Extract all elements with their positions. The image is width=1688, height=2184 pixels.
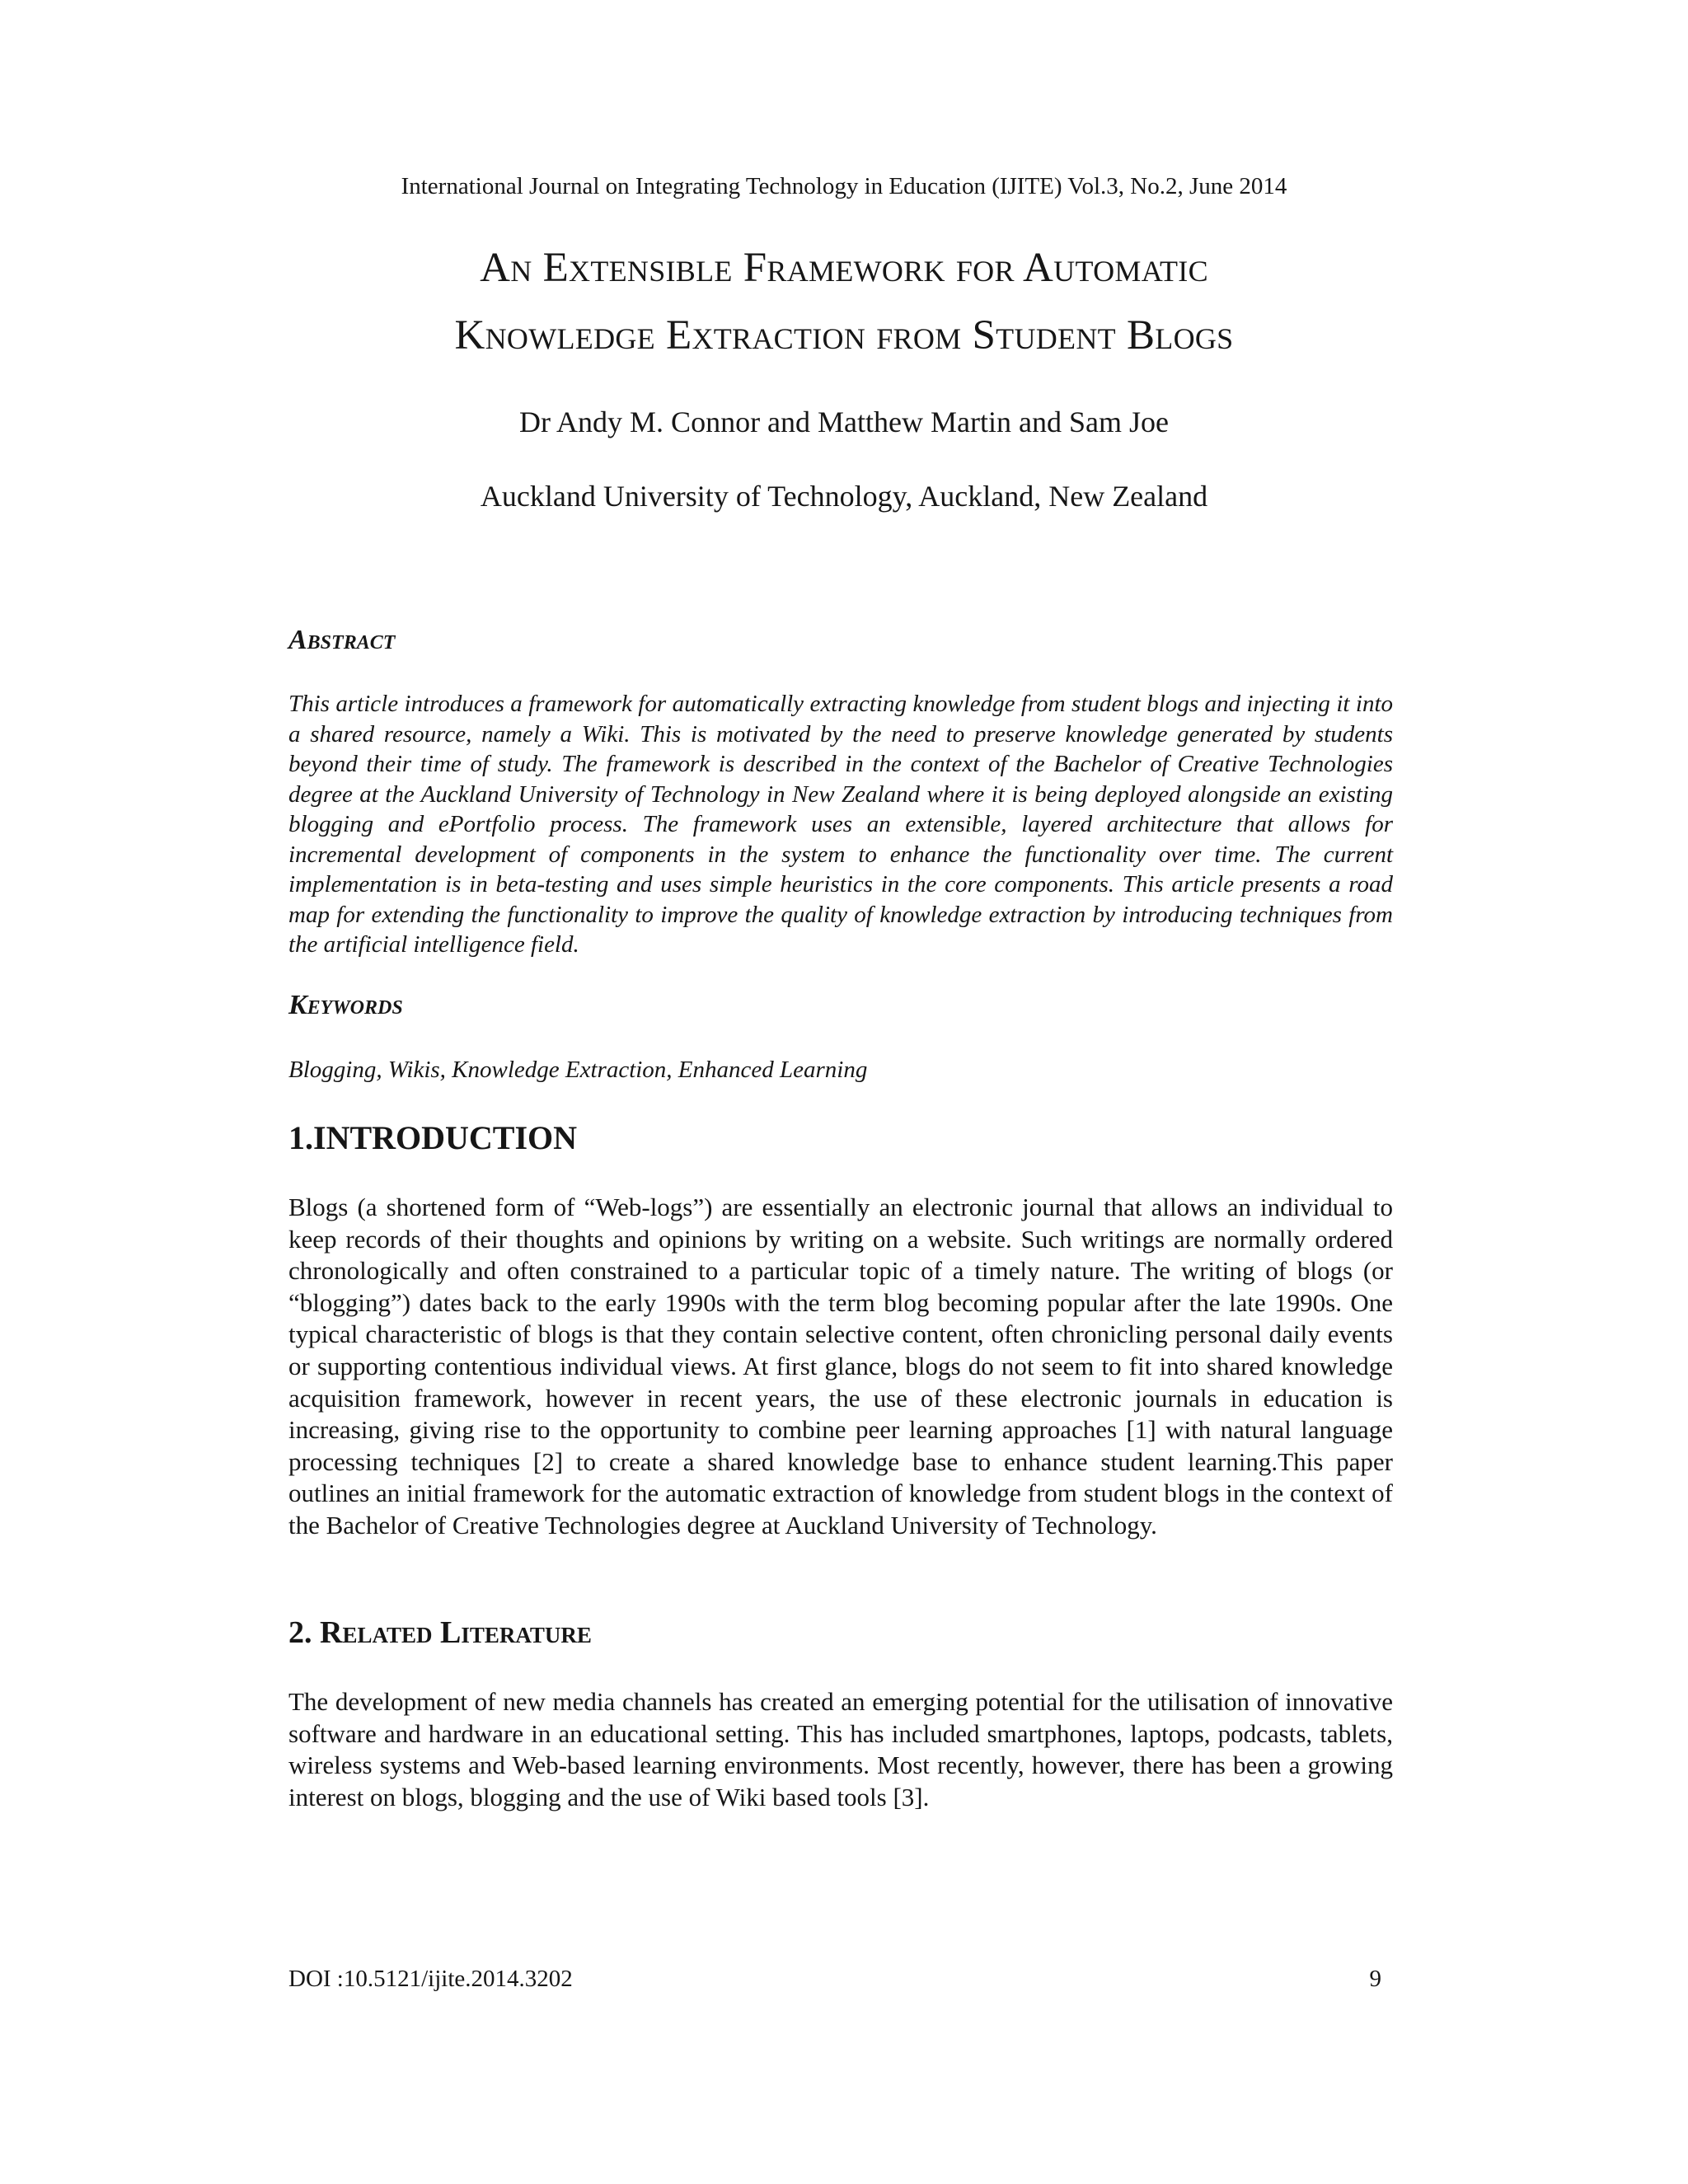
affiliation: Auckland University of Technology, Auckland, New Zealand (480, 480, 1208, 513)
author-list: Dr Andy M. Connor and Matthew Martin and Sam Joe (519, 405, 1169, 438)
abstract-heading: Abstract (288, 625, 396, 655)
introduction-paragraph: Blogs (a shortened form of “Web-logs”) are essentially an electronic journal that allows an individual to keep records of their thoughts and opinions by writing on a website. Such writings are normally ordered chronologically and often constrained to a particular topic of a timely nature. The writing of blogs (or “blogging”) dates back to the early 1990s with the term blog becoming popular after the late 1990s. One typical characteristic of blogs is that they contain selective content, often chronicling personal daily events or supporting contentious individual views. At first glance, blogs do not seem to fit into shared knowledge acquisition framework, however in recent years, the use of these electronic journals in education is increasing, giving rise to the opportunity to combine peer learning approaches [1] with natural language processing techniques [2] to create a shared knowledge base to enhance student learning.This paper outlines an initial framework for the automatic extraction of knowledge from student blogs in the context of the Bachelor of Creative Technologies degree at Auckland University of Technology. (288, 1193, 1393, 1540)
related-literature-paragraph: The development of new media channels has created an emerging potential for the utilisation of innovative software and hardware in an educational setting. This has included smartphones, laptops, podcasts, tablets, wireless systems and Web-based learning environments. Most recently, however, there has been a growing interest on blogs, blogging and the use of Wiki based tools [3]. (288, 1687, 1393, 1811)
page-number: 9 (1369, 1966, 1381, 1992)
paper-title (0, 234, 1688, 369)
keywords-text: Blogging, Wikis, Knowledge Extraction, Enhanced Learning (288, 1057, 868, 1083)
keywords-heading: Keywords (288, 990, 403, 1020)
doi-footer: DOI :10.5121/ijite.2014.3202 (288, 1966, 573, 1992)
journal-header: International Journal on Integrating Technology in Education (IJITE) Vol.3, No.2, June 2014 (401, 173, 1287, 199)
title-line-1: An Extensible Framework for Automatic (480, 245, 1208, 291)
abstract-text: This article introduces a framework for automatically extracting knowledge from student blogs and injecting it into a shared resource, namely a Wiki. This is motivated by the need to preserve knowledge generated by students beyond their time of study. The framework is described in the context of the Bachelor of Creative Technologies degree at the Auckland University of Technology in New Zealand where it is being deployed alongside an existing blogging and ePortfolio process. The framework uses an extensible, layered architecture that allows for incremental development of components in the system to enhance the functionality over time. The current implementation is in beta-testing and uses simple heuristics in the core components. This article presents a road map for extending the functionality to improve the quality of knowledge extraction by introducing techniques from the artificial intelligence field. (288, 691, 1393, 958)
title-line-2: Knowledge Extraction from Student Blogs (454, 312, 1234, 359)
related-literature-heading: 2. Related Literature (288, 1615, 592, 1650)
introduction-heading: 1.INTRODUCTION (288, 1119, 578, 1156)
